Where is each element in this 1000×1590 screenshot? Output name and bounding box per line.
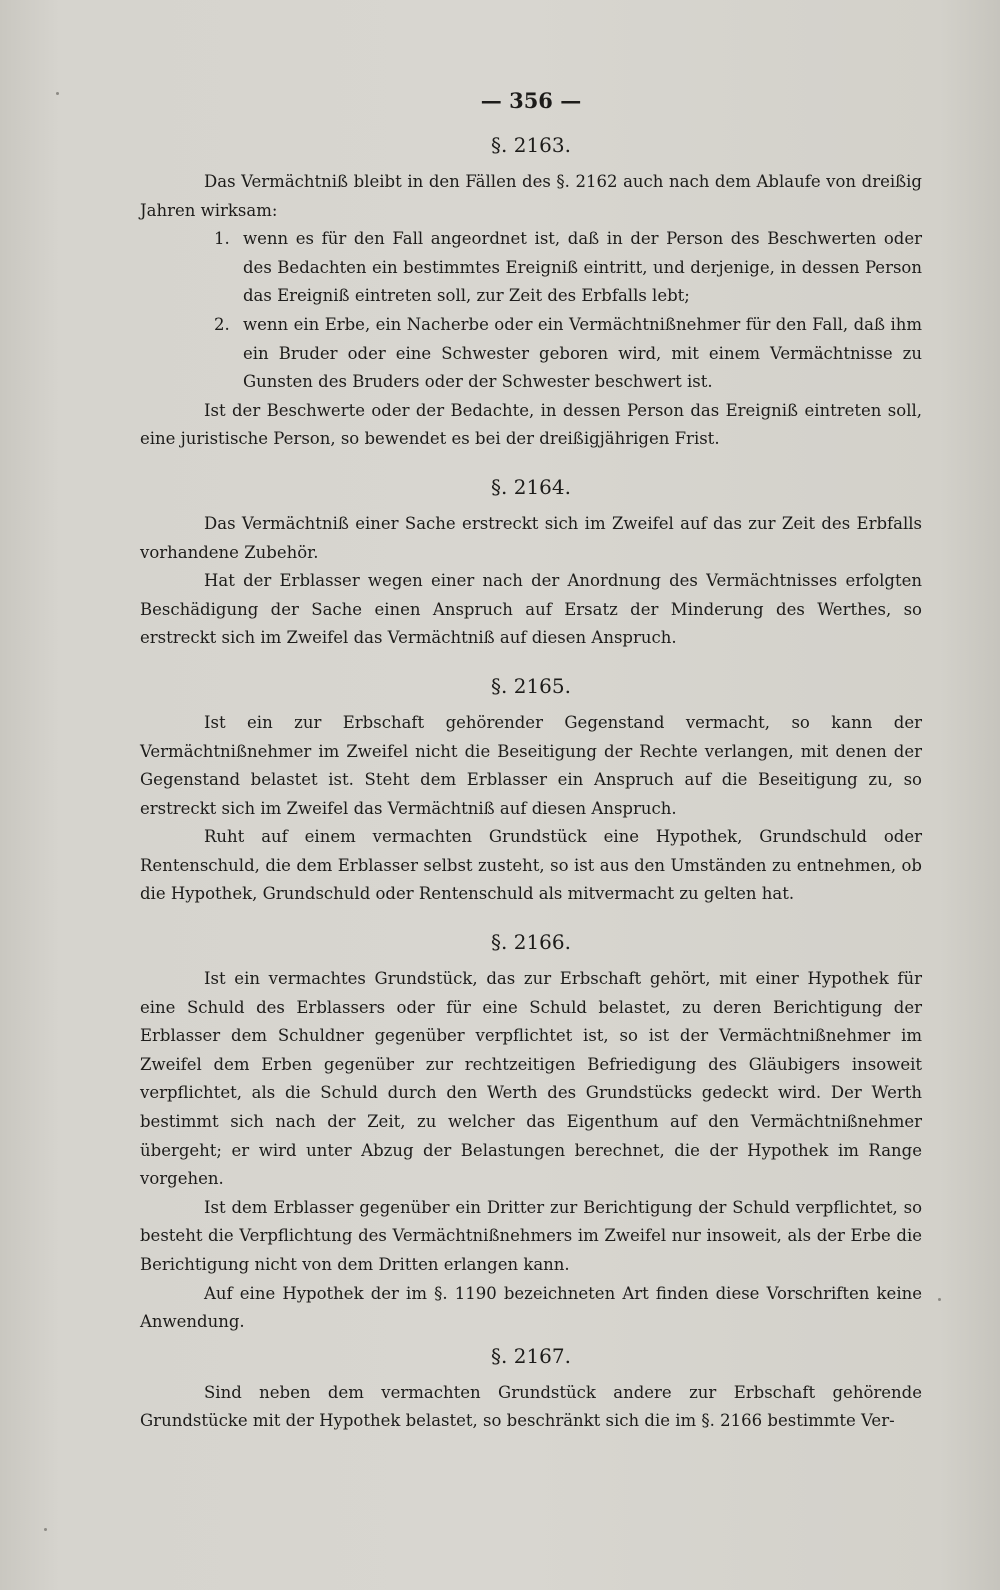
section-heading: §. 2166. (491, 930, 571, 955)
page-content (140, 84, 922, 1436)
paragraph: Ist der Beschwerte oder der Bedachte, in dessen Person das Ereigniß eintreten soll, eine juristische Person, so bewendet es bei der dreißigjährigen Frist. (140, 400, 922, 449)
paragraph: Sind neben dem vermachten Grundstück andere zur Erbschaft gehörende Grundstücke mit der Hypothek belastet, so beschränkt sich die im §. 2166 bestimmte Ver- (140, 1382, 922, 1431)
list-number: 1. (214, 229, 230, 249)
section-2166 (140, 925, 922, 1337)
section-2165 (140, 669, 922, 909)
section-heading: §. 2167. (491, 1343, 571, 1368)
paper-speck (938, 1298, 941, 1301)
paragraph: Hat der Erblasser wegen einer nach der Anordnung des Vermächtnisses erfolgten Beschädigung der Sache einen Anspruch auf Ersatz der Minderung des Werthes, so erstreckt sich im Zweifel das Vermächtniß auf diesen Anspruch. (140, 571, 922, 648)
paragraph: Das Vermächtniß einer Sache erstreckt sich im Zweifel auf das zur Zeit des Erbfalls vorhandene Zubehör. (140, 513, 922, 562)
section-heading: §. 2165. (491, 673, 571, 698)
list-item (140, 311, 922, 397)
section-2167 (140, 1339, 922, 1436)
list-item-text: wenn es für den Fall angeordnet ist, daß in der Person des Beschwerten oder des Bedachten ein bestimmtes Ereigniß eintritt, und derjenige, in dessen Person das Ereigniß eintreten soll, zur Zeit des Erbfalls lebt; (243, 229, 922, 306)
section-2163 (140, 128, 922, 454)
paragraph: Ist ein zur Erbschaft gehörender Gegenstand vermacht, so kann der Vermächtnißnehmer im Zweifel nicht die Beseitigung der Rechte verlangen, mit denen der Gegenstand belastet ist. Steht dem Erblasser ein Anspruch auf die Beseitigung zu, so erstreckt sich im Zweifel das Vermächtniß auf diesen Anspruch. (140, 712, 922, 818)
paragraph: Ruht auf einem vermachten Grundstück eine Hypothek, Grundschuld oder Rentenschuld, die dem Erblasser selbst zusteht, so ist aus den Umständen zu entnehmen, ob die Hypothek, Grundschuld oder Rentenschuld als mitvermacht zu gelten hat. (140, 827, 922, 904)
paragraph: Ist dem Erblasser gegenüber ein Dritter zur Berichtigung der Schuld verpflichtet, so besteht die Verpflichtung des Vermächtnißnehmers im Zweifel nur insoweit, als der Erbe die Berichtigung nicht von dem Dritten erlangen kann. (140, 1197, 922, 1274)
list-item (140, 225, 922, 311)
list-item-text: wenn ein Erbe, ein Nacherbe oder ein Vermächtnißnehmer für den Fall, daß ihm ein Bruder oder eine Schwester geboren wird, mit einem Vermächtnisse zu Gunsten des Bruders oder der Schwester beschwert ist. (243, 314, 922, 392)
paragraph: Ist ein vermachtes Grundstück, das zur Erbschaft gehört, mit einer Hypothek für eine Schuld des Erblassers oder für eine Schuld belastet, zu deren Berichtigung der Erblasser dem Schuldner gegenüber verpflichtet ist, so ist der Vermächtnißnehmer im Zweifel dem Erben gegenüber zur rechtzeitigen Befriedigung des Gläubigers insoweit verpflichtet, als die Schuld durch den Werth des Grundstücks gedeckt wird. Der Werth bestimmt sich nach der Zeit, zu welcher das Eigenthum auf den Vermächtnißnehmer übergeht; er wird unter Abzug der Belastungen berechnet, die der Hypothek im Range vorgehen. (140, 969, 922, 1189)
section-heading: §. 2164. (491, 474, 571, 499)
paragraph: Auf eine Hypothek der im §. 1190 bezeichneten Art finden diese Vorschriften keine Anwendung. (140, 1283, 922, 1332)
section-heading: §. 2163. (491, 133, 571, 157)
list-number: 2. (214, 314, 230, 334)
section-2164 (140, 470, 922, 653)
paragraph: Das Vermächtniß bleibt in den Fällen des §. 2162 auch nach dem Ablaufe von dreißig Jahren wirksam: (140, 172, 922, 220)
paper-speck (44, 1528, 47, 1531)
paper-speck (56, 92, 59, 95)
page-number: — 356 — (480, 88, 582, 113)
